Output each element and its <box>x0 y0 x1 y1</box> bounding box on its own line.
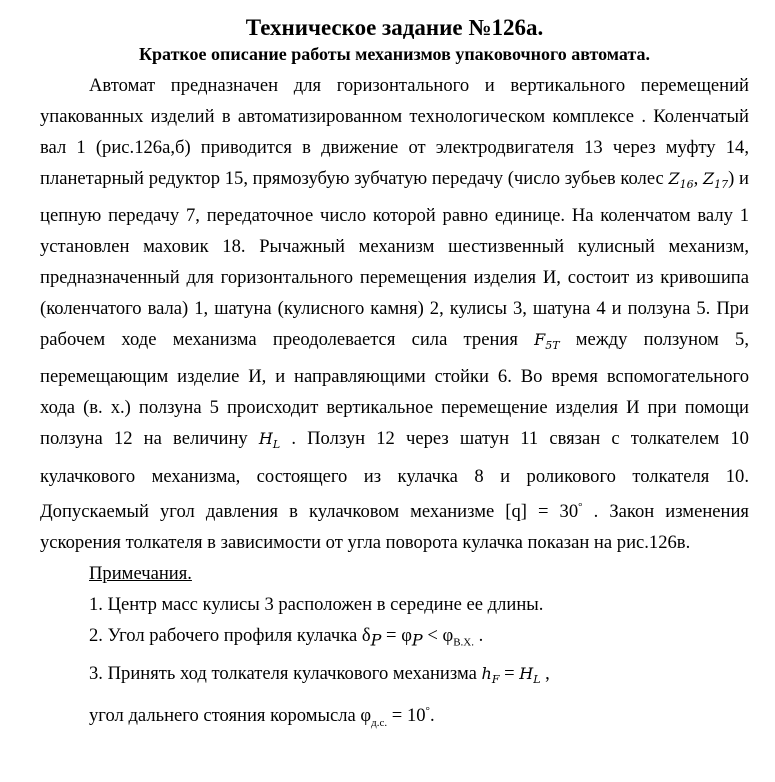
paragraph-text-5: . Закон изменения ускорения толкателя в зависимости от угла поворота кулачка показан на рис.126в. <box>40 500 749 553</box>
paragraph-text-1: Автомат предназначен для горизонтального и вертикального перемещений упакованных изделий в автоматизированном технологическом комплексе . Коленчатый вал 1 (рис.126а,б) приводится в движение от электродвигателя 13 через муфту 14, планетарный редуктор 15, прямозубую зубчатую передачу (число зубьев колес <box>40 75 749 189</box>
paragraph-text-4: . Ползун 12 через шатун 11 связан с толкателем 10 кулачкового механизма, состоящего из кулачка 8 и роликового толкателя 10. Допускаемый угол давления в кулачковом механизме [q] = 30 <box>40 428 749 522</box>
note-3 <box>89 658 749 695</box>
note-4 <box>89 696 749 739</box>
math-z17-sub: 17 <box>714 178 729 192</box>
note-4-text-a: угол дальнего стояния коромысла φ <box>89 704 372 726</box>
body-paragraph <box>40 70 749 558</box>
note-3-text-a: 3. Принять ход толкателя кулачкового механизма <box>89 663 482 685</box>
note-2-text-c: < φ <box>422 624 454 646</box>
note-4-sub: д.с. <box>371 716 388 729</box>
math-hl-2-base: H <box>519 664 534 684</box>
note-3-end: , <box>540 663 550 685</box>
note-2-sub-1: P <box>370 630 382 650</box>
note-4-end: . <box>429 704 435 726</box>
math-hl-sub: L <box>272 438 281 452</box>
math-hf-sub: F <box>491 673 500 687</box>
note-2 <box>89 620 749 659</box>
page-title: Техническое задание №126а. <box>245 15 544 40</box>
math-hl-2-sub: L <box>533 673 541 687</box>
paragraph-text-3: между ползуном 5, перемещающим изделие И, и направляющими стойки 6. Во время вспомогательного хода (в. х.) ползуна 5 происходит вертикальное перемещение изделия И при помощи ползуна 12 на величину <box>40 329 749 450</box>
degree-sign: ° <box>578 500 583 513</box>
paragraph-text-2: ) и цепную передачу 7, передаточное число которой равно единице. На коленчатом валу 1 установлен маховик 18. Рычажный механизм шестизвенный кулисный механизм, предназначенный для горизонтального перемещения изделия И, состоит из кривошипа (коленчатого вала) 1, шатуна (кулисного камня) 2, кулисы 3, шатуна 4 и ползуна 5. При рабочем ходе механизма преодолевается сила трения <box>40 168 749 351</box>
math-z16 <box>668 169 694 192</box>
math-hf <box>481 664 500 687</box>
note-2-text-a: 2. Угол рабочего профиля кулачка δ <box>89 624 371 646</box>
math-comma: , <box>693 168 704 189</box>
note-3-eq: = <box>499 663 520 685</box>
math-z16-base: Z <box>668 169 680 188</box>
math-hl <box>258 429 281 452</box>
page-subtitle: Краткое описание работы механизмов упаковочного автомата. <box>138 44 651 64</box>
math-hl-base: H <box>258 429 273 449</box>
note-4-degree: ° <box>425 704 430 717</box>
notes-heading-line <box>89 558 749 589</box>
math-f5t-base: F <box>534 330 546 350</box>
notes-heading: Примечания. <box>89 562 192 584</box>
note-4-text-b: = 10 <box>387 704 426 726</box>
math-z16-sub: 16 <box>679 178 694 192</box>
note-2-text-d: . <box>473 624 484 646</box>
note-1: 1. Центр масс кулисы 3 расположен в середине ее длины. <box>89 593 544 615</box>
note-2-text-b: = φ <box>381 624 412 646</box>
note-2-sub-3: В.Х. <box>453 636 474 649</box>
math-z17-base: Z <box>703 169 715 188</box>
math-f5t <box>534 330 560 353</box>
math-z17 <box>703 169 729 192</box>
math-hf-base: h <box>481 664 492 684</box>
math-hl-2 <box>519 664 541 687</box>
note-2-sub-2: P <box>411 630 423 650</box>
math-f5t-sub: 5T <box>545 339 560 353</box>
